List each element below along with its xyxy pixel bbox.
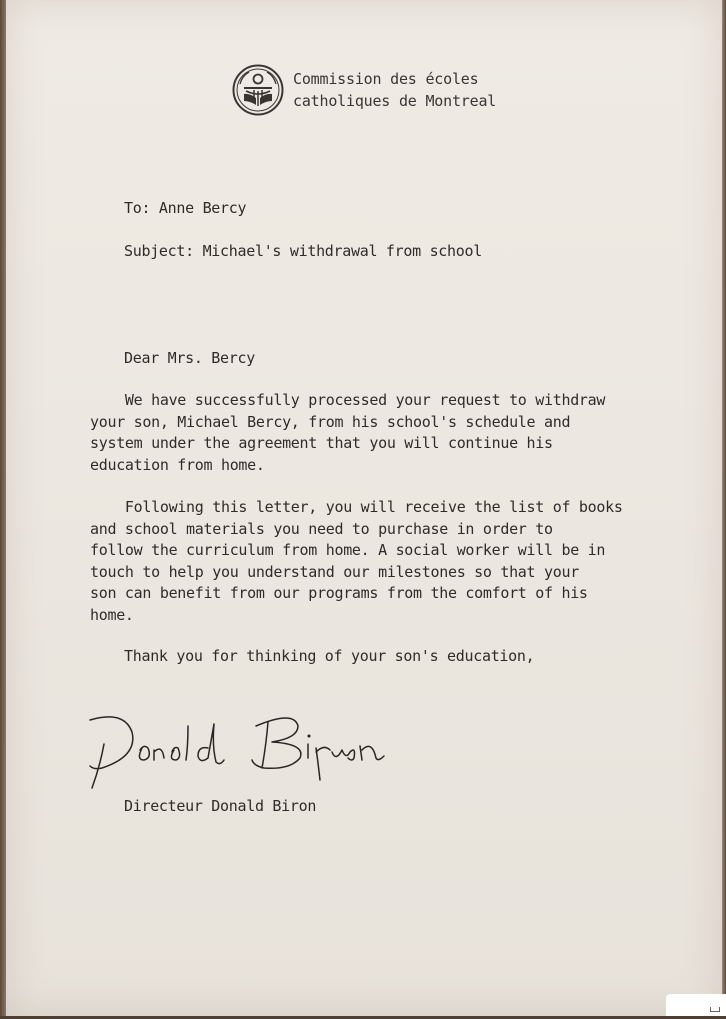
paragraph-1-line: education from home. <box>90 455 265 474</box>
paragraph-2-line: son can benefit from our programs from the comfort of his <box>90 584 588 602</box>
salutation: Dear Mrs. Bercy <box>124 349 255 367</box>
paragraph-2 <box>90 497 650 626</box>
paragraph-2-line: touch to help you understand our milestones so that your <box>90 562 579 581</box>
paragraph-1-line: your son, Michael Bercy, from his school's schedule and <box>90 412 571 431</box>
paragraph-1 <box>90 390 650 476</box>
signatory-name: Directeur Donald Biron <box>124 797 317 815</box>
subject-line: Subject: Michael's withdrawal from school <box>124 242 482 260</box>
paragraph-2-line: home. <box>90 605 134 624</box>
organization-name-line2: catholiques de Montreal <box>293 92 497 110</box>
letterhead <box>232 64 496 116</box>
corner-tag-icon <box>710 1007 720 1012</box>
school-commission-emblem-icon <box>232 64 284 116</box>
paragraph-2-line: and school materials you need to purchase in order to <box>90 519 553 538</box>
organization-name-line1: Commission des écoles <box>293 70 479 88</box>
paragraph-2-line: follow the curriculum from home. A social worker will be in <box>90 541 606 559</box>
organization-name <box>293 68 496 112</box>
paper-right-edge <box>722 0 726 1019</box>
paragraph-2-line: Following this letter, you will receive the list of books <box>90 498 623 516</box>
paragraph-1-line: system under the agreement that you will continue his <box>90 434 553 452</box>
letter-paper <box>6 0 722 1016</box>
paragraph-1-line: We have successfully processed your request to withdraw <box>90 391 606 409</box>
corner-tag <box>666 994 726 1016</box>
closing-line: Thank you for thinking of your son's education, <box>124 647 535 665</box>
handwritten-signature <box>84 706 404 798</box>
recipient-line: To: Anne Bercy <box>124 199 247 217</box>
